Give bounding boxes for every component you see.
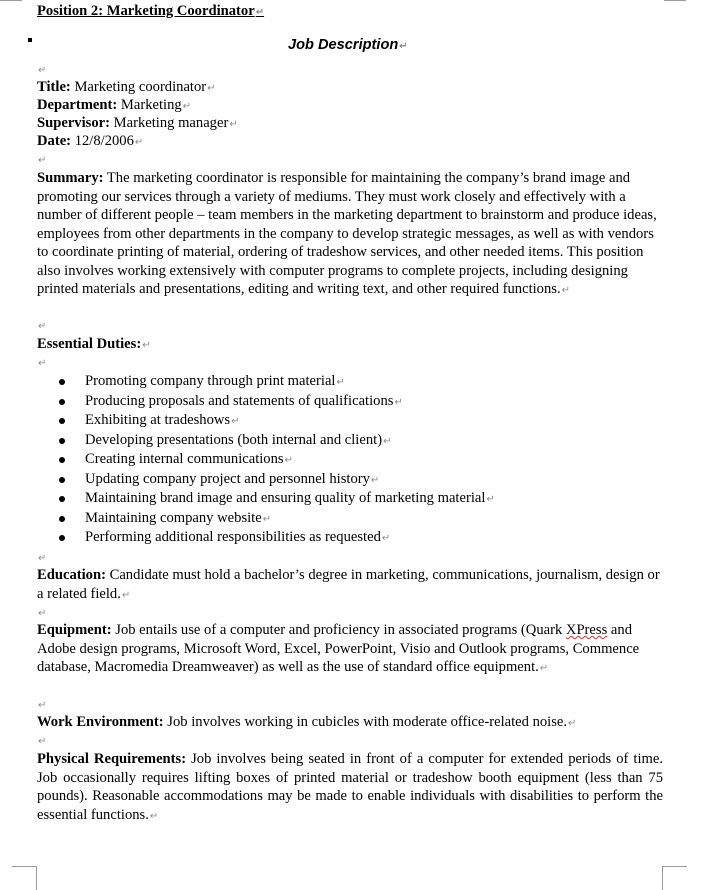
education-text: Candidate must hold a bachelor’s degree in marketing, communications, journalism, design or a related field. [37, 567, 660, 602]
duties-list [37, 372, 495, 548]
paragraph-mark-icon: ↵ [229, 119, 238, 130]
supervisor-value: Marketing manager [113, 115, 229, 131]
bullet-icon [59, 516, 65, 522]
work-environment-text: Job involves working in cubicles with moderate office-related noise. [167, 714, 568, 730]
bullet-icon [59, 457, 65, 463]
paragraph-mark-icon: ↵ [394, 396, 403, 408]
equipment-paragraph[interactable] [37, 621, 663, 679]
paragraph-mark-icon: ↵ [381, 533, 391, 544]
empty-paragraph[interactable] [37, 731, 46, 752]
bullet-icon [59, 477, 65, 483]
education-paragraph[interactable] [37, 566, 663, 605]
empty-paragraph[interactable] [37, 316, 46, 337]
position-heading[interactable]: Position 2: Marketing Coordinator↵ [37, 3, 265, 19]
empty-paragraph[interactable] [37, 353, 46, 374]
work-environment-label: Work Environment: [37, 714, 164, 730]
work-environment-paragraph[interactable] [37, 713, 576, 734]
bullet-icon [59, 496, 65, 502]
date-value: 12/8/2006 [74, 133, 134, 149]
paragraph-mark-icon: ↵ [38, 736, 47, 747]
paragraph-mark-icon: ↵ [38, 321, 47, 332]
supervisor-label: Supervisor: [37, 115, 110, 131]
page-corner-bottom-right [662, 866, 687, 890]
paragraph-mark-icon: ↵ [38, 155, 47, 166]
paragraph-mark-icon: ↵ [38, 700, 47, 711]
date-label: Date: [37, 133, 72, 149]
paragraph-mark-icon: ↵ [142, 340, 151, 351]
bullet-icon [59, 418, 65, 424]
bullet-icon [59, 379, 65, 385]
empty-paragraph[interactable] [37, 150, 46, 171]
summary-text: The marketing coordinator is responsible for maintaining the company’s brand image and promoting our services through a variety of mediums. They must work closely and effectively with a number of different people – team members in the marketing department to brainstorm and produce ideas, employees from other departments in the company to develop strategic messages, as well as with vendors to coordinate printing of material, ordering of tradeshow services, and other needed items. This position also involves working extensively with computer programs to complete projects, including designing printed materials and presentations, editing and writing text, and other required functions. [37, 170, 657, 297]
equipment-text: and Adobe design programs, Microsoft Word, Excel, PowerPoint, Visio and Outlook programs, Commence database, Macromedia Dreamweaver) as well as the use of standard office equipment. [37, 622, 640, 675]
paragraph-mark-icon: ↵ [561, 285, 570, 296]
list-item[interactable]: Maintaining brand image and ensuring quality of marketing material↵ [37, 489, 495, 509]
page-corner-bottom-left [12, 866, 37, 890]
list-item[interactable]: Exhibiting at tradeshows↵ [37, 411, 495, 431]
equipment-label: Equipment: [37, 622, 112, 638]
paragraph-mark-icon: ↵ [38, 65, 47, 76]
list-item[interactable]: Updating company project and personnel history↵ [37, 470, 495, 490]
list-item[interactable]: Creating internal communications↵ [37, 450, 495, 470]
paragraph-mark-icon: ↵ [182, 101, 192, 112]
paragraph-mark-icon: ↵ [370, 474, 380, 486]
paragraph-mark-icon: ↵ [255, 7, 265, 18]
title-label: Title: [37, 79, 71, 95]
paragraph-mark-icon: ↵ [284, 455, 293, 466]
bullet-icon [59, 399, 65, 405]
section-mark-dot [28, 38, 32, 42]
job-description-title[interactable]: Job Description↵ [288, 37, 408, 53]
paragraph-mark-icon: ↵ [486, 494, 495, 505]
paragraph-mark-icon: ↵ [336, 377, 345, 388]
paragraph-mark-icon: ↵ [38, 358, 47, 369]
physical-requirements-text: Job involves being seated in front of a computer for extended periods of time. Job occasionally requires lifting boxes of printed material or tradeshow booth equipment (less than 75 pounds). Reasonable accommodations may be made to enable individuals with disabilities to perform the essential functions. [37, 751, 664, 823]
paragraph-mark-icon: ↵ [399, 41, 408, 52]
summary-paragraph[interactable] [37, 169, 663, 301]
paragraph-mark-icon: ↵ [121, 589, 131, 601]
department-label: Department: [37, 97, 118, 113]
equipment-text: Job entails use of a computer and proficiency in associated programs (Quark [115, 622, 566, 638]
list-item[interactable]: Developing presentations (both internal and client)↵ [37, 431, 495, 451]
paragraph-mark-icon: ↵ [383, 435, 392, 447]
education-label: Education: [37, 567, 106, 583]
physical-requirements-label: Physical Requirements: [37, 751, 187, 767]
paragraph-mark-icon: ↵ [207, 83, 216, 94]
list-item[interactable]: Promoting company through print material↵ [37, 372, 495, 392]
list-item[interactable]: Producing proposals and statements of qualifications↵ [37, 392, 495, 412]
paragraph-mark-icon: ↵ [149, 810, 159, 822]
page-corner-top-left [0, 0, 22, 1]
physical-requirements-paragraph[interactable] [37, 750, 663, 826]
paragraph-mark-icon: ↵ [38, 608, 47, 619]
spellcheck-flagged-word[interactable]: XPress [565, 622, 608, 638]
essential-duties-heading[interactable]: Essential Duties:↵ [37, 336, 151, 352]
paragraph-mark-icon: ↵ [38, 553, 47, 564]
department-value: Marketing [120, 97, 182, 113]
paragraph-mark-icon: ↵ [539, 663, 549, 674]
date-field[interactable] [37, 132, 143, 153]
paragraph-mark-icon: ↵ [262, 513, 272, 525]
list-item[interactable]: Performing additional responsibilities as requested↵ [37, 528, 495, 548]
paragraph-mark-icon: ↵ [568, 718, 577, 729]
list-item[interactable]: Maintaining company website↵ [37, 509, 495, 529]
paragraph-mark-icon: ↵ [231, 416, 240, 427]
bullet-icon [59, 438, 65, 444]
summary-label: Summary: [37, 170, 104, 186]
page-corner-top-right [664, 0, 686, 1]
bullet-icon [59, 535, 65, 541]
paragraph-mark-icon: ↵ [134, 137, 144, 148]
title-value: Marketing coordinator [74, 79, 207, 95]
